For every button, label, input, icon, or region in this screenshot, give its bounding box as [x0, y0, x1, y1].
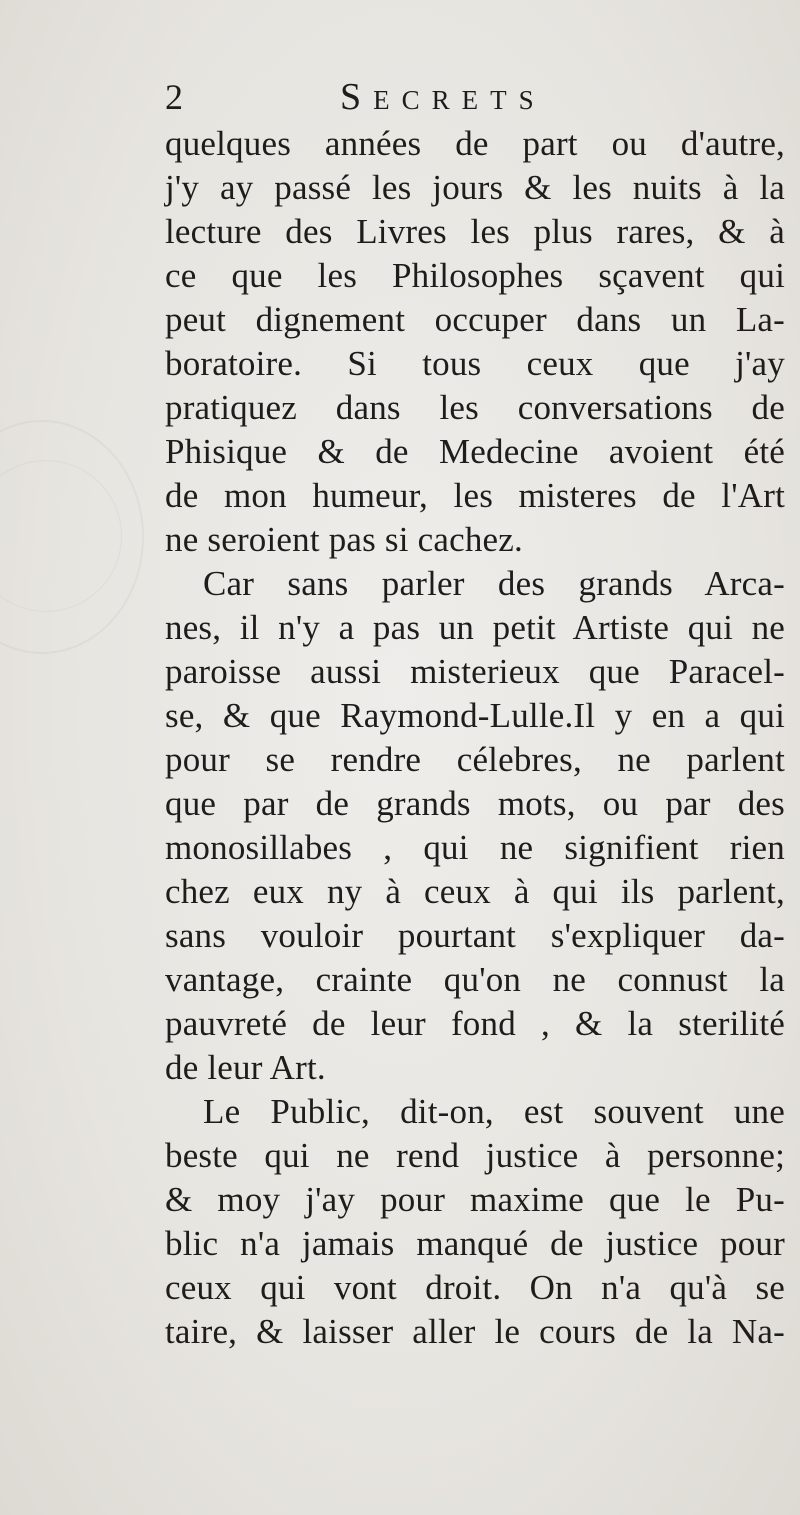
running-head: Secrets	[340, 76, 546, 118]
text-line: beste qui ne rend justice à personne;	[165, 1136, 785, 1175]
text-line: j'y ay passé les jours & les nuits à la	[165, 168, 785, 207]
text-line: ceux qui vont droit. On n'a qu'à se	[165, 1268, 785, 1307]
text-line: que par de grands mots, ou par des	[165, 784, 785, 823]
text-line: & moy j'ay pour maxime que le Pu-	[165, 1180, 785, 1219]
text-line: Car sans parler des grands Arca-	[203, 564, 785, 603]
text-line: chez eux ny à ceux à qui ils parlent,	[165, 872, 785, 911]
text-line: monosillabes , qui ne signifient rien	[165, 828, 785, 867]
text-line: pratiquez dans les conversations de	[165, 388, 785, 427]
body-text	[165, 122, 785, 1354]
text-line: boratoire. Si tous ceux que j'ay	[165, 344, 785, 383]
text-line: blic n'a jamais manqué de justice pour	[165, 1224, 785, 1263]
text-line: lecture des Livres les plus rares, & à	[165, 212, 785, 251]
text-line: ne seroient pas si cachez.	[165, 520, 523, 559]
text-line: Phisique & de Medecine avoient été	[165, 432, 785, 471]
text-line: peut dignement occuper dans un La-	[165, 300, 785, 339]
text-line: se, & que Raymond-Lulle.Il y en a qui	[165, 696, 785, 735]
text-line: de mon humeur, les misteres de l'Art	[165, 476, 785, 515]
text-line: pour se rendre célebres, ne parlent	[165, 740, 785, 779]
text-line: de leur Art.	[165, 1048, 326, 1087]
page-number: 2	[165, 77, 183, 117]
page-header	[165, 72, 785, 122]
text-line: sans vouloir pourtant s'expliquer da-	[165, 916, 785, 955]
text-line: pauvreté de leur fond , & la sterilité	[165, 1004, 785, 1043]
text-line: Le Public, dit-on, est souvent une	[203, 1092, 785, 1131]
text-line: paroisse aussi misterieux que Paracel-	[165, 652, 785, 691]
text-line: quelques années de part ou d'autre,	[165, 124, 785, 163]
text-line: vantage, crainte qu'on ne connust la	[165, 960, 785, 999]
text-line: nes, il n'y a pas un petit Artiste qui ne	[165, 608, 785, 647]
text-line: taire, & laisser aller le cours de la Na-	[165, 1312, 785, 1351]
text-line: ce que les Philosophes sçavent qui	[165, 256, 785, 295]
